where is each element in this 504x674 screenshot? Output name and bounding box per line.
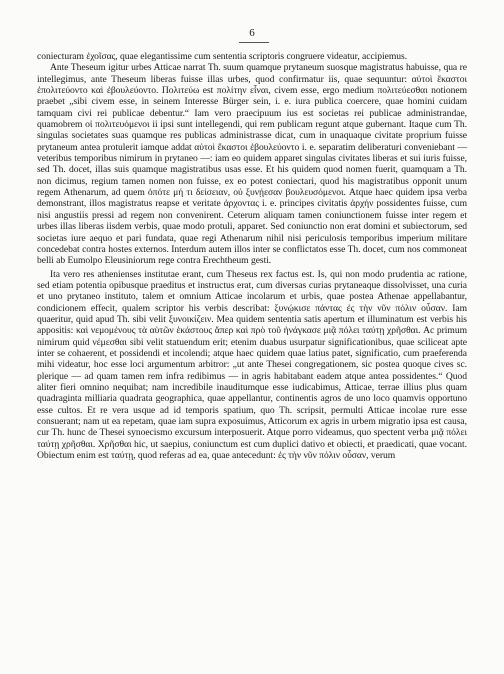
paragraph-1: coniecturam ἐχοῖσας, quae elegantissime cum sententia scriptoris congruere videatur, accipiemus. bbox=[37, 51, 408, 62]
body-text bbox=[37, 51, 467, 461]
header-rule bbox=[239, 42, 269, 43]
page-number: 6 bbox=[249, 27, 255, 39]
paragraph-2: Ante Theseum igitur urbes Atticae narrat Th. suum quamque prytaneum suosque magistratus habuisse, qua re intellegimus, ante Theseum liberas fuisse illas urbes, quod confirmatur iis, quae sequuntur: αὐτοὶ ἕκαστοι ἐπολιτεύοντο καὶ ἐβουλεύοντο. Πολιτεύω est πολίτην εἶναι, civem esse, ergo medium πολιτεύεσθαι notionem praebet „sibi civem esse, in seinem Interesse Bürger sein, i. e. iura publica coercere, quae homini cuidam tamquam civi rei publicae debentur.“ Iam vero praecipuum ius est societas rei publicae administrandae, quamobrem οἱ πολιτευόμενοι ii ipsi sunt intellegendi, qui rem publicam regunt atque gubernant. Itaque cum Th. singulas societates suas quamque res publicas administrasse dicat, cum in unaquaque civitate proprium fuisse prytaneum antea protulerit iamque addat αὐτοὶ ἕκαστοι ἐβουλεύοντο i. e. separatim deliberaturi conveniebant — veteribus temporibus nimirum in prytaneo —: iam eo quidem apparet singulas civitates liberas et sui iuris fuisse, sed Th. docet, illas suis quamque magistratibus usas esse. Et his quidem quod nomen fuerit, quamquam a Th. non dicimus, regium tamen nomen non fuisse, ex eo potest coniectari, quod his magistratibus opponit unum regem Athenarum, ad quem ὁπότε μή τι δείσειαν, οὐ ξυνῄεσαν βουλευσόμενοι. Atque haec quidem ipsa verba demonstrant, illos magistratus reapse et veritate ἀρχοντας i. e. principes civitatis ἀρχήν possidentes fuisse, cum nisi angustiis pressi ad regem non convenirent. Ceterum aliquam tamen coniunctionem fuisse inter regem et urbes illas liberas iisdem verbis, quae modo protuli, apparet. Sed coniunctio non erat domini et subiectorum, sed societas iure aequo et pari fundata, quae regi Athenarum nihil nisi periculosis temporibus imperium militare concedebat contra hostes externos. Interdum autem illos inter se conflictatos esse Th. docet, cum nos commoneat belli ab Eumolpo Eleusiniorum rege contra Erechtheum gesti. bbox=[37, 62, 467, 267]
paragraph-3: Ita vero res athenienses institutae erant, cum Theseus rex factus est. Is, qui non modo prudentia ac ratione, sed etiam potentia opibusque praeditus et instructus erat, cum diversas curias prytaneaque dissolvisset, una curia et uno prytaneo instituto, talem et omnium Atticae incolarum et urbis, quae postea Athenae appellabantur, condicionem effecit, qualem scriptor his verbis describat: ξυνῴκισε πάντας ἐς τὴν νῦν πόλιν οὖσαν. Iam quaeritur, quid apud Th. sibi velit ξυνοικίζειν. Mea quidem sententia satis apertum et illuminatum est verbis his appositis: καὶ νεμομένους τὰ αὑτῶν ἑκάστους ἅπερ καὶ πρὸ τοῦ ἠνάγκασε μιᾷ πόλει ταύτῃ χρῆσθαι. Ac primum nimirum quid νέμεσθαι sibi velit statuendum erit; etenim duabus usurpatur significationibus, quae sciliceat apte inter se cohaerent, et possidendi et incolendi; atque haec quidem quae latius patet, significatio, cum praeferenda mihi videatur, hoc esse loci argumentum arbitror: „ut ante Thesei congregationem, sic postea quoque cives sc. plerique — ad quam tamen rem infra redibimus — in agris habitabant eadem atque antea possidentes.“ Quod aliter fieri omnino nequibat; nam incredibile inauditumque esse iudicabimus, Atticae, terrae illius plus quam quadraginta milliaria quadrata geographica, quae appellantur, continentis agros de uno loco quamvis opportuno esse cultos. Et re vera usque ad id temporis spatium, quo Th. scripsit, permulti Atticae incolae rure esse consuerant; nam ut ea repetam, quae iam supra exposuimus, Atticorum ex agris in urbem migratio ipsa est causa, cur Th. hunc de Thesei synoecismo excursum interposuerit. Atque porro videamus, quo spectent verba μιᾷ πόλει ταύτῃ χρῆσθαι. Χρῆσθαι hic, ut saepius, coniunctum est cum duplici dativo et obiecti, et praedicati, quae vocant. Obiectum enim est ταύτῃ, quod referas ad ea, quae antecedunt: ἐς τὴν νῦν πόλιν οὖσαν, verum bbox=[37, 268, 467, 462]
